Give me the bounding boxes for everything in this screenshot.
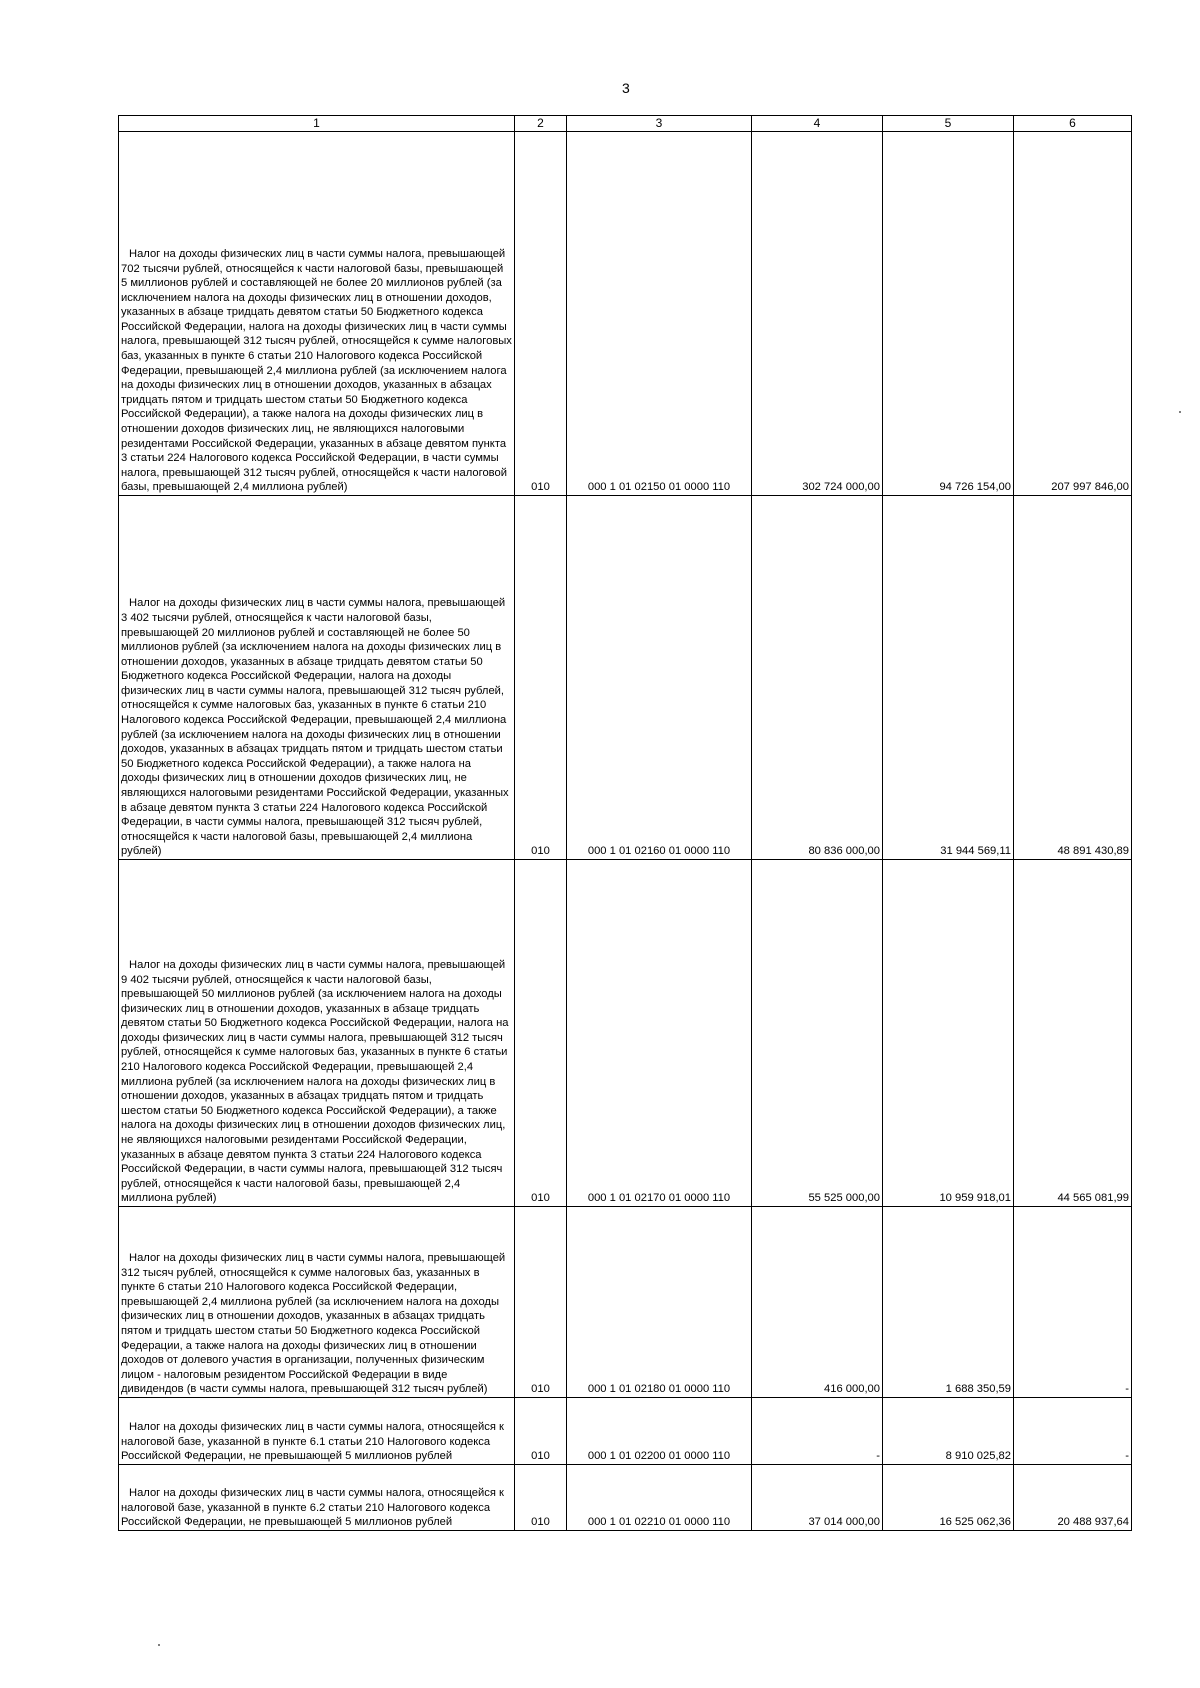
line-code-cell: 010 bbox=[515, 1465, 567, 1531]
budget-classification-code: 000 1 01 02210 01 0000 110 bbox=[567, 1465, 752, 1531]
column-header-1: 1 bbox=[119, 116, 515, 132]
column-header-2: 2 bbox=[515, 116, 567, 132]
income-name-cell bbox=[119, 1207, 515, 1398]
page-number: 3 bbox=[622, 80, 630, 96]
table-row bbox=[119, 1207, 1132, 1398]
income-name-cell bbox=[119, 132, 515, 496]
scan-speck bbox=[158, 1644, 160, 1646]
column-header-6: 6 bbox=[1014, 116, 1132, 132]
line-code-cell: 010 bbox=[515, 1207, 567, 1398]
income-name: Налог на доходы физических лиц в части суммы налога, превышающей 312 тысяч рублей, относящейся к сумме налоговых баз, указанных в пункте 6 статьи 210 Налогового кодекса Российской Федерации, превышающей 2,4 миллиона рублей (за исключением налога на доходы физических лиц в отношении доходов, указанных в абзацах тридцать пятом и тридцать шестом статьи 50 Бюджетного кодекса Российской Федерации, а также налога на доходы физических лиц в отношении доходов от долевого участия в организации, полученных физическим лицом - налоговым резидентом Российской Федерации в виде дивидендов (в части суммы налога, превышающей 312 тысяч рублей) bbox=[121, 1252, 506, 1396]
approved-amount: 80 836 000,00 bbox=[752, 496, 883, 860]
approved-amount: 55 525 000,00 bbox=[752, 860, 883, 1207]
unexecuted-amount: 207 997 846,00 bbox=[1014, 132, 1132, 496]
income-name-cell bbox=[119, 1398, 515, 1465]
executed-amount: 8 910 025,82 bbox=[883, 1398, 1014, 1465]
line-code-cell: 010 bbox=[515, 132, 567, 496]
executed-amount: 94 726 154,00 bbox=[883, 132, 1014, 496]
table-row bbox=[119, 1465, 1132, 1531]
executed-amount: 1 688 350,59 bbox=[883, 1207, 1014, 1398]
line-code-cell: 010 bbox=[515, 496, 567, 860]
income-name: Налог на доходы физических лиц в части суммы налога, превышающей 3 402 тысячи рублей, относящейся к части налоговой базы, превышающей 20 миллионов рублей и составляющей не более 50 миллионов рублей (за исключением налога на доходы физических лиц в отношении доходов, указанных в абзаце тридцать девятом статьи 50 Бюджетного кодекса Российской Федерации, налога на доходы физических лиц в части суммы налога, превышающей 312 тысяч рублей, относящейся к сумме налоговых баз, указанных в пункте 6 статьи 210 Налогового кодекса Российской Федерации, превышающей 2,4 миллиона рублей (за исключением налога на доходы физических лиц в отношении доходов, указанных в абзацах тридцать пятом и тридцать шестом статьи 50 Бюджетного кодекса Российской Федерации), а также налога на доходы физических лиц в отношении доходов физических лиц, не являющихся налоговыми резидентами Российской Федерации, указанных в абзаце девятом пункта 3 статьи 224 Налогового кодекса Российской Федерации, в части суммы налога, превышающей 312 тысяч рублей, относящейся к части налоговой базы, превышающей 2,4 миллиона рублей) bbox=[121, 597, 509, 858]
unexecuted-amount: 44 565 081,99 bbox=[1014, 860, 1132, 1207]
executed-amount: 16 525 062,36 bbox=[883, 1465, 1014, 1531]
header-row bbox=[119, 116, 1132, 132]
budget-classification-code: 000 1 01 02200 01 0000 110 bbox=[567, 1398, 752, 1465]
column-header-4: 4 bbox=[752, 116, 883, 132]
table-row bbox=[119, 860, 1132, 1207]
income-name-cell bbox=[119, 860, 515, 1207]
unexecuted-amount: 48 891 430,89 bbox=[1014, 496, 1132, 860]
table-row bbox=[119, 132, 1132, 496]
income-name: Налог на доходы физических лиц в части суммы налога, относящейся к налоговой базе, указанной в пункте 6.1 статьи 210 Налогового кодекса Российской Федерации, не превышающей 5 миллионов рублей bbox=[121, 1421, 504, 1463]
income-name: Налог на доходы физических лиц в части суммы налога, превышающей 702 тысячи рублей, относящейся к части налоговой базы, превышающей 5 миллионов рублей и составляющей не более 20 миллионов рублей (за исключением налога на доходы физических лиц в отношении доходов, указанных в абзаце тридцать девятом статьи 50 Бюджетного кодекса Российской Федерации, налога на доходы физических лиц в части суммы налога, превышающей 312 тысяч рублей, относящейся к сумме налоговых баз, указанных в пункте 6 статьи 210 Налогового кодекса Российской Федерации, превышающей 2,4 миллиона рублей (за исключением налога на доходы физических лиц в отношении доходов, указанных в абзацах тридцать пятом и тридцать шестом статьи 50 Бюджетного кодекса Российской Федерации), а также налога на доходы физических лиц в отношении доходов физических лиц, не являющихся налоговыми резидентами Российской Федерации, указанных в абзаце девятом пункта 3 статьи 224 Налогового кодекса Российской Федерации, в части суммы налога, превышающей 312 тысяч рублей, относящейся к части налоговой базы, превышающей 2,4 миллиона рублей) bbox=[121, 247, 512, 494]
approved-amount: 302 724 000,00 bbox=[752, 132, 883, 496]
income-name: Налог на доходы физических лиц в части суммы налога, относящейся к налоговой базе, указанной в пункте 6.2 статьи 210 Налогового кодекса Российской Федерации, не превышающей 5 миллионов рублей bbox=[121, 1487, 504, 1529]
income-name-cell bbox=[119, 1465, 515, 1531]
line-code-cell: 010 bbox=[515, 860, 567, 1207]
income-name: Налог на доходы физических лиц в части суммы налога, превышающей 9 402 тысячи рублей, относящейся к части налоговой базы, превышающей 50 миллионов рублей (за исключением налога на доходы физических лиц в отношении доходов, указанных в абзаце тридцать девятом статьи 50 Бюджетного кодекса Российской Федерации, налога на доходы физических лиц в части суммы налога, превышающей 312 тысяч рублей, относящейся к сумме налоговых баз, указанных в пункте 6 статьи 210 Налогового кодекса Российской Федерации, превышающей 2,4 миллиона рублей (за исключением налога на доходы физических лиц в отношении доходов, указанных в абзацах тридцать пятом и тридцать шестом статьи 50 Бюджетного кодекса Российской Федерации), а также налога на доходы физических лиц в отношении доходов физических лиц, не являющихся налоговыми резидентами Российской Федерации, указанных в абзаце девятом пункта 3 статьи 224 Налогового кодекса Российской Федерации, в части суммы налога, превышающей 312 тысяч рублей, относящейся к части налоговой базы, превышающей 2,4 миллиона рублей) bbox=[121, 958, 509, 1205]
unexecuted-amount: - bbox=[1014, 1398, 1132, 1465]
executed-amount: 10 959 918,01 bbox=[883, 860, 1014, 1207]
income-name-cell bbox=[119, 496, 515, 860]
budget-classification-code: 000 1 01 02170 01 0000 110 bbox=[567, 860, 752, 1207]
budget-classification-code: 000 1 01 02160 01 0000 110 bbox=[567, 496, 752, 860]
table-row bbox=[119, 496, 1132, 860]
budget-classification-code: 000 1 01 02150 01 0000 110 bbox=[567, 132, 752, 496]
scan-speck bbox=[1179, 411, 1181, 413]
table-row bbox=[119, 1398, 1132, 1465]
column-header-3: 3 bbox=[567, 116, 752, 132]
approved-amount: 416 000,00 bbox=[752, 1207, 883, 1398]
approved-amount: 37 014 000,00 bbox=[752, 1465, 883, 1531]
unexecuted-amount: 20 488 937,64 bbox=[1014, 1465, 1132, 1531]
income-report-table bbox=[118, 115, 1132, 1531]
column-header-5: 5 bbox=[883, 116, 1014, 132]
unexecuted-amount: - bbox=[1014, 1207, 1132, 1398]
budget-classification-code: 000 1 01 02180 01 0000 110 bbox=[567, 1207, 752, 1398]
executed-amount: 31 944 569,11 bbox=[883, 496, 1014, 860]
approved-amount: - bbox=[752, 1398, 883, 1465]
line-code-cell: 010 bbox=[515, 1398, 567, 1465]
